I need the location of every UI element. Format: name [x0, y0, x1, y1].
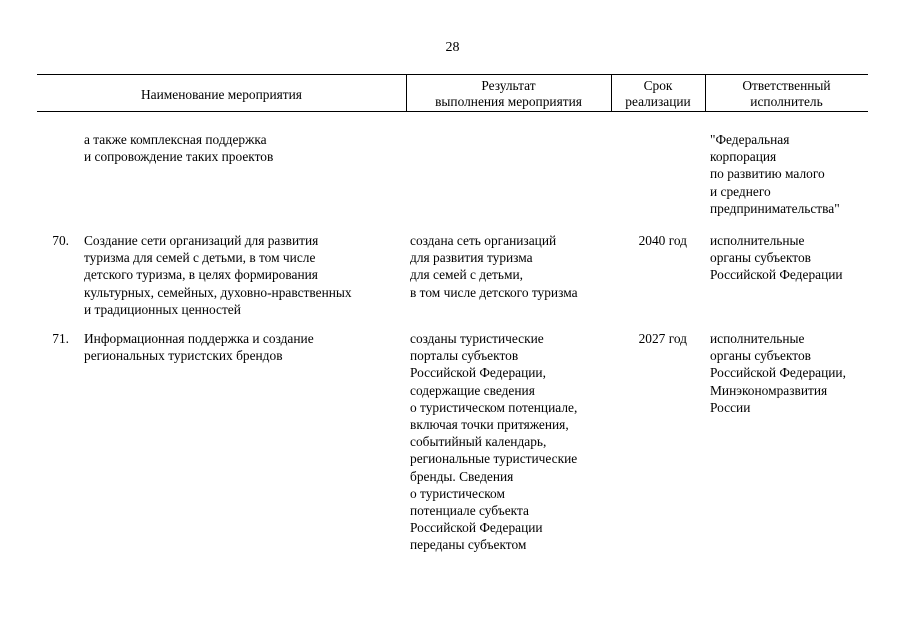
header-responsible: Ответственный исполнитель — [742, 78, 831, 109]
row-responsible: исполнительные органы субъектов Российской Федерации — [710, 233, 843, 283]
row-number: 71. — [52, 331, 69, 346]
row-number: 70. — [52, 233, 69, 248]
row-responsible: "Федеральная корпорация по развитию малого и среднего предпринимательства" — [710, 132, 840, 216]
row-term: 2040 год — [638, 233, 687, 248]
row-name: Информационная поддержка и создание региональных туристских брендов — [84, 331, 314, 364]
header-term: Срок реализации — [625, 78, 691, 109]
row-responsible: исполнительные органы субъектов Российской Федерации, Минэкономразвития России — [710, 331, 846, 415]
table-header-bottom-rule — [37, 111, 868, 112]
page-number: 28 — [445, 40, 460, 55]
row-result: создана сеть организаций для развития туризма для семей с детьми, в том числе детского туризма — [410, 233, 578, 300]
row-name: Создание сети организаций для развития туризма для семей с детьми, в том числе детского туризма, в целях формирования культурных, семейных, духовно-нравственных и традиционных ценностей — [84, 233, 352, 317]
row-result: созданы туристические порталы субъектов Российской Федерации, содержащие сведения о туристическом потенциале, включая точки притяжения, событийный календарь, региональные туристические бренды. Сведения о туристическом потенциале субъекта Российской Федерации переданы субъектом — [410, 331, 578, 553]
header-name: Наименование мероприятия — [141, 87, 302, 102]
row-name: а также комплексная поддержка и сопровождение таких проектов — [84, 132, 274, 165]
table-header-top-rule — [37, 74, 868, 75]
header-result: Результат выполнения мероприятия — [435, 78, 582, 109]
row-term: 2027 год — [638, 331, 687, 346]
